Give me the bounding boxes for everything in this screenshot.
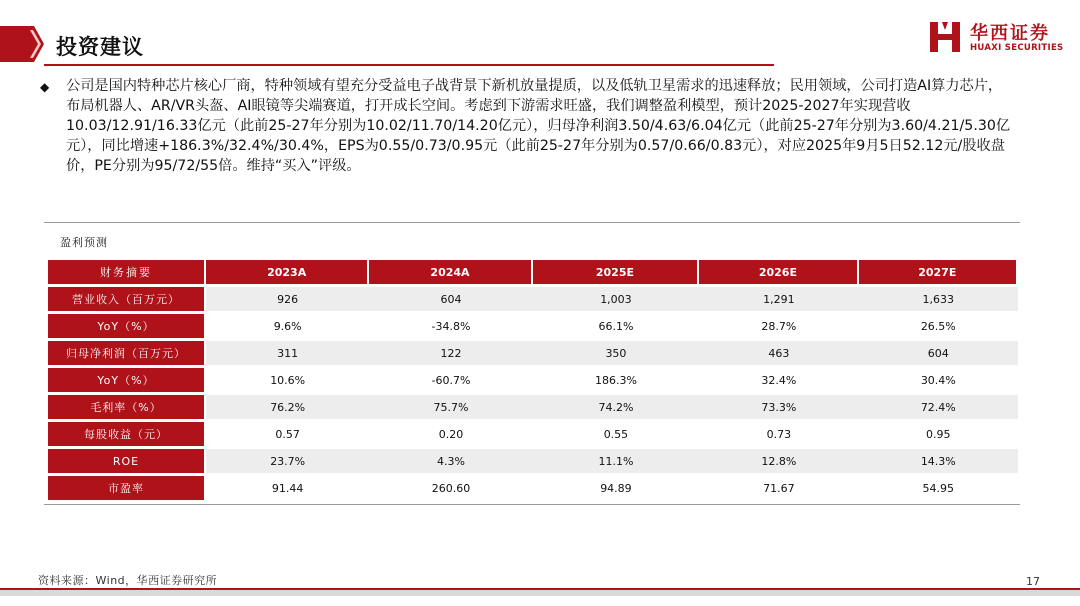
table-cell: 72.4% (859, 395, 1018, 419)
table-cell: 54.95 (859, 476, 1018, 500)
table-cell: 66.1% (533, 314, 700, 338)
table-row (48, 341, 1018, 365)
table-cell: 1,291 (699, 287, 858, 311)
table-caption: 盈利预测 (60, 236, 108, 249)
row-label: 每股收益（元） (48, 422, 206, 446)
table-cell: 926 (206, 287, 369, 311)
source-note: 资料来源：Wind，华西证券研究所 (38, 574, 218, 587)
table-cell: 604 (859, 341, 1018, 365)
table-cell: 0.55 (533, 422, 700, 446)
row-label: 营业收入（百万元） (48, 287, 206, 311)
table-cell: 76.2% (206, 395, 369, 419)
table-cell: 23.7% (206, 449, 369, 473)
title-arrow-icon (0, 26, 44, 62)
table-cell: -34.8% (369, 314, 532, 338)
table-cell: 1,003 (533, 287, 700, 311)
logo-english-name: HUAXI SECURITIES (970, 43, 1064, 53)
table-cell: 14.3% (859, 449, 1018, 473)
table-cell: 74.2% (533, 395, 700, 419)
table-cell: 10.6% (206, 368, 369, 392)
header-year-cell: 2026E (699, 260, 858, 284)
table-cell: 1,633 (859, 287, 1018, 311)
table-cell: 30.4% (859, 368, 1018, 392)
table-row (48, 287, 1018, 311)
header-year-cell: 2023A (206, 260, 369, 284)
table-row (48, 476, 1018, 500)
table-cell: 0.73 (699, 422, 858, 446)
row-label: 归母净利润（百万元） (48, 341, 206, 365)
huaxi-logo-icon (928, 20, 962, 54)
table-cell: 12.8% (699, 449, 858, 473)
company-logo (928, 18, 1068, 58)
earnings-forecast-table (48, 257, 1018, 503)
table-header-row (48, 260, 1018, 284)
table-cell: 32.4% (699, 368, 858, 392)
table-cell: 311 (206, 341, 369, 365)
table-cell: 94.89 (533, 476, 700, 500)
table-row (48, 314, 1018, 338)
table-row (48, 395, 1018, 419)
header-year-cell: 2027E (859, 260, 1018, 284)
table-cell: -60.7% (369, 368, 532, 392)
table-cell: 28.7% (699, 314, 858, 338)
table-cell: 91.44 (206, 476, 369, 500)
diamond-bullet-icon: ◆ (40, 80, 50, 94)
title-divider (44, 64, 774, 66)
row-label: 毛利率（%） (48, 395, 206, 419)
table-cell: 75.7% (369, 395, 532, 419)
table-cell: 4.3% (369, 449, 532, 473)
table-cell: 71.67 (699, 476, 858, 500)
earnings-forecast-panel (44, 222, 1020, 505)
header-year-cell: 2024A (369, 260, 532, 284)
investment-advice-paragraph: 公司是国内特种芯片核心厂商，特种领域有望充分受益电子战背景下新机放量提质，以及低轨卫星需求的迅速释放；民用领域，公司打造AI算力芯片，布局机器人、AR/VR头盔、AI眼镜等尖端赛道，打开成长空间。考虑到下游需求旺盛，我们调整盈利模型，预计2025-2027年实现营收10.03/12.91/16.33亿元（此前25-27年分别为10.02/11.70/14.20亿元），归母净利润3.50/4.63/6.04亿元（此前25-27年分别为3.60/4.21/5.30亿元），同比增速+186.3%/32.4%/30.4%，EPS为0.55/0.73/0.95元（此前25-27年分别为0.57/0.66/0.83元），对应2025年9月5日52.12元/股收盘价，PE分别为95/72/55倍。维持“买入”评级。 (66, 78, 1011, 174)
page-number: 17 (1026, 575, 1040, 588)
footer-grey-band (0, 590, 1080, 596)
table-cell: 186.3% (533, 368, 700, 392)
table-cell: 350 (533, 341, 700, 365)
row-label: ROE (48, 449, 206, 473)
table-row (48, 422, 1018, 446)
table-row (48, 368, 1018, 392)
table-cell: 0.95 (859, 422, 1018, 446)
logo-chinese-name: 华西证券 (970, 23, 1050, 44)
table-cell: 122 (369, 341, 532, 365)
table-cell: 11.1% (533, 449, 700, 473)
table-cell: 604 (369, 287, 532, 311)
table-cell: 26.5% (859, 314, 1018, 338)
header-year-cell: 2025E (533, 260, 700, 284)
table-cell: 260.60 (369, 476, 532, 500)
row-label: YoY（%） (48, 368, 206, 392)
header-corner-cell: 财务摘要 (48, 260, 206, 284)
table-cell: 9.6% (206, 314, 369, 338)
page-title: 投资建议 (56, 35, 144, 59)
row-label: YoY（%） (48, 314, 206, 338)
row-label: 市盈率 (48, 476, 206, 500)
table-cell: 0.57 (206, 422, 369, 446)
table-cell: 73.3% (699, 395, 858, 419)
table-cell: 0.20 (369, 422, 532, 446)
table-row (48, 449, 1018, 473)
table-cell: 463 (699, 341, 858, 365)
